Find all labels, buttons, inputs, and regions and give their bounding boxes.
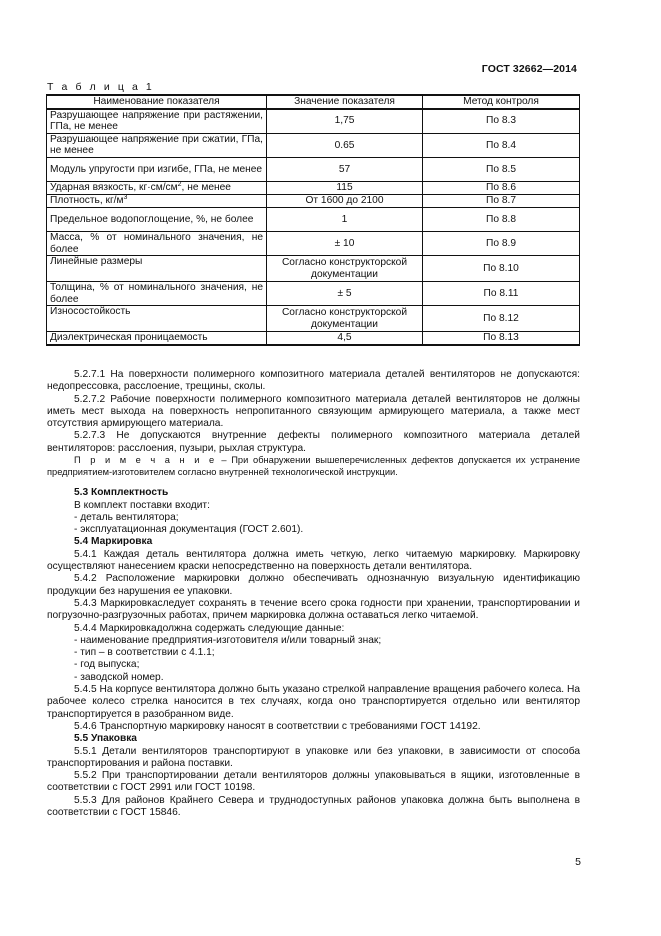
- paragraph-5-2-7-3: 5.2.7.3 Не допускаются внутренние дефекты полимерного композитного материала деталей вентиляторов: расслоения, пузыри, рыхлая структура.: [47, 430, 580, 454]
- list-item: - тип – в соответствии с 4.1.1;: [74, 647, 215, 659]
- paragraph-5-4-2: 5.4.2 Расположение маркировки должно обеспечивать однозначную визуальную идентификацию продукции без нарушения ее упаковки.: [47, 573, 580, 597]
- row-name-superscript: 2: [177, 181, 182, 189]
- page-number: 5: [575, 856, 581, 868]
- table-row: [47, 332, 580, 345]
- row-name: [47, 181, 267, 194]
- paragraph-5-4-5: 5.4.5 На корпусе вентилятора должно быть указано стрелкой направление вращения рабочего колеса. На рабочее колесо стрелка наносится в тех случаях, когда оно транспортируется отдельно или вентилятор транспортируется в разобранном виде.: [47, 684, 580, 720]
- row-value: 0.65: [267, 133, 423, 157]
- paragraph-5-2-7-2: 5.2.7.2 Рабочие поверхности полимерного композитного материала деталей вентиляторов не должны иметь мест выхода на поверхность непропитанного связующим армирующего материала, а также мест отсутствия армирующего материала.: [47, 393, 580, 430]
- list-item: - год выпуска;: [74, 659, 140, 671]
- row-name: Линейные размеры: [47, 256, 267, 282]
- row-method: По 8.12: [423, 306, 580, 332]
- paragraph-5-3-intro: В комплект поставки входит:: [74, 499, 210, 511]
- paragraph-5-4-3: 5.4.3 Маркировкаследует сохранять в течение всего срока годности при хранении, транспортировании и погрузочно-разгрузочных работах, причем маркировка должна оставаться легко читаемой.: [47, 597, 580, 622]
- row-method: По 8.13: [423, 332, 580, 345]
- row-value: От 1600 до 2100: [267, 194, 423, 207]
- section-heading-5-3: 5.3 Комплектность: [74, 487, 169, 499]
- row-value: ± 5: [267, 282, 423, 306]
- note: [47, 455, 580, 478]
- row-value: ± 10: [267, 231, 423, 255]
- paragraph-5-5-1: 5.5.1 Детали вентиляторов транспортируют в упаковке или без упаковки, в зависимости от способа транспортирования и района поставки.: [47, 745, 580, 769]
- note-text: – При обнаружении вышеперечисленных дефектов допускается их устранение предприятием-изготовителем согласно внутренней технологической инструкции.: [47, 455, 580, 477]
- list-item: - эксплуатационная документация (ГОСТ 2.601).: [74, 524, 304, 536]
- row-name: Диэлектрическая проницаемость: [47, 332, 267, 345]
- table-row: [47, 306, 580, 332]
- row-name: Разрушающее напряжение при растяжении, ГПа, не менее: [47, 109, 267, 134]
- row-value: 115: [267, 181, 423, 194]
- table-row: [47, 256, 580, 282]
- list-item: - заводской номер.: [74, 671, 164, 683]
- table-row: [47, 282, 580, 306]
- row-name: Износостойкость: [47, 306, 267, 332]
- column-header-value: Значение показателя: [267, 95, 423, 109]
- spacer: [47, 478, 580, 487]
- table-row: [47, 181, 580, 194]
- row-name-suffix: , не менее: [181, 182, 231, 194]
- row-value: 1,75: [267, 109, 423, 134]
- paragraph-5-2-7-1: 5.2.7.1 На поверхности полимерного композитного материала деталей вентиляторов не допускаются: недопрессовка, расслоение, трещины, сколы.: [47, 369, 580, 393]
- table-row: [47, 194, 580, 207]
- paragraph-5-5-3: 5.5.3 Для районов Крайнего Севера и труднодоступных районов упаковка должна быть выполнена в соответствии с ГОСТ 15846.: [47, 794, 580, 818]
- row-name-superscript: 3: [123, 194, 128, 202]
- row-name-text: Ударная вязкость, кг·см/см: [50, 182, 178, 194]
- row-method: По 8.10: [423, 256, 580, 282]
- row-name: Предельное водопоглощение, %, не более: [47, 207, 267, 231]
- row-name: [47, 194, 267, 207]
- row-method: По 8.7: [423, 194, 580, 207]
- row-value: 1: [267, 207, 423, 231]
- row-value: 4,5: [267, 332, 423, 345]
- row-method: По 8.9: [423, 231, 580, 255]
- table-row: [47, 157, 580, 181]
- table-row: [47, 207, 580, 231]
- row-name: Модуль упругости при изгибе, ГПа, не менее: [47, 157, 267, 181]
- row-method: По 8.6: [423, 181, 580, 194]
- document-body: [47, 369, 580, 819]
- standard-code: ГОСТ 32662—2014: [481, 63, 577, 75]
- row-name: Толщина, % от номинального значения, не более: [47, 282, 267, 306]
- paragraph-5-4-6: 5.4.6 Транспортную маркировку наносят в соответствии с требованиями ГОСТ 14192.: [74, 720, 481, 732]
- row-name-text: Плотность, кг/м: [50, 195, 124, 207]
- paragraph-5-4-4: 5.4.4 Маркировкадолжна содержать следующие данные:: [74, 622, 345, 634]
- row-value: Согласно конструкторской документации: [267, 256, 423, 282]
- row-method: По 8.11: [423, 282, 580, 306]
- column-header-method: Метод контроля: [423, 95, 580, 109]
- section-heading-5-5: 5.5 Упаковка: [74, 733, 137, 745]
- row-method: По 8.5: [423, 157, 580, 181]
- list-item: - деталь вентилятора;: [74, 511, 179, 523]
- paragraph-5-5-2: 5.5.2 При транспортировании детали вентиляторов должны упаковываться в ящики, изготовленные в соответствии с ГОСТ 2991 или ГОСТ 10198.: [47, 770, 580, 794]
- row-name: Разрушающее напряжение при сжатии, ГПа, не менее: [47, 133, 267, 157]
- column-header-name: Наименование показателя: [47, 95, 267, 109]
- row-method: По 8.8: [423, 207, 580, 231]
- row-method: По 8.4: [423, 133, 580, 157]
- specification-table: [46, 94, 580, 346]
- row-method: По 8.3: [423, 109, 580, 134]
- table-row: [47, 133, 580, 157]
- paragraph-5-4-1: 5.4.1 Каждая деталь вентилятора должна иметь четкую, легко читаемую маркировку. Маркировку осуществляют нанесением краски непосредственно на поверхность детали вентилятора.: [47, 548, 580, 573]
- row-value: 57: [267, 157, 423, 181]
- row-value: Согласно конструкторской документации: [267, 306, 423, 332]
- note-label: П р и м е ч а н и е: [74, 455, 217, 466]
- table-row: [47, 231, 580, 255]
- table-row: [47, 109, 580, 134]
- row-name: Масса, % от номинального значения, не более: [47, 231, 267, 255]
- section-heading-5-4: 5.4 Маркировка: [74, 536, 153, 548]
- table-header-row: [47, 95, 580, 109]
- table-caption: Т а б л и ц а 1: [47, 81, 155, 93]
- list-item: - наименование предприятия-изготовителя и/или товарный знак;: [74, 634, 382, 646]
